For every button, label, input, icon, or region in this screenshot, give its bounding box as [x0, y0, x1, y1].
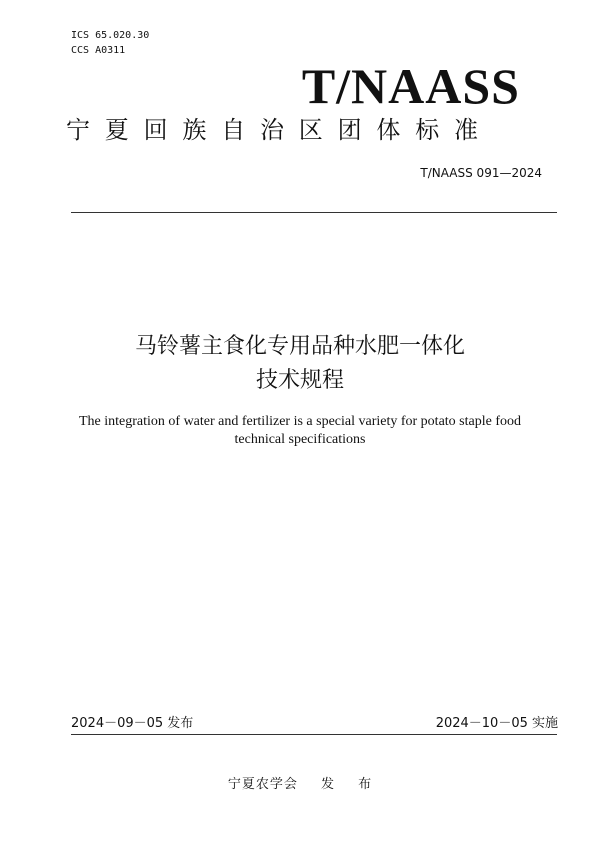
classification-block — [71, 28, 149, 58]
standard-code-logo: T/NAASS — [301, 58, 520, 114]
ccs-code: CCS A0311 — [71, 45, 126, 56]
chinese-title-line-1: 马铃薯主食化专用品种水肥一体化 — [134, 334, 465, 359]
chinese-title-line-2: 技术规程 — [255, 368, 344, 393]
publish-date: 2024－09－05 发布 — [71, 716, 194, 731]
top-divider — [71, 212, 557, 213]
english-title — [60, 413, 540, 449]
standard-type-heading: 宁夏回族自治区团体标准 — [66, 116, 493, 144]
implement-date: 2024－10－05 实施 — [435, 716, 558, 731]
bottom-divider — [71, 734, 557, 735]
chinese-title — [0, 330, 600, 398]
ics-code: ICS 65.020.30 — [71, 30, 150, 41]
english-title-line-2: technical specifications — [234, 432, 366, 447]
document-number: T/NAASS 091—2024 — [420, 166, 542, 180]
publisher: 宁夏农学会 发 布 — [227, 777, 373, 792]
english-title-line-1: The integration of water and fertilizer is a special variety for potato staple food — [79, 414, 521, 429]
